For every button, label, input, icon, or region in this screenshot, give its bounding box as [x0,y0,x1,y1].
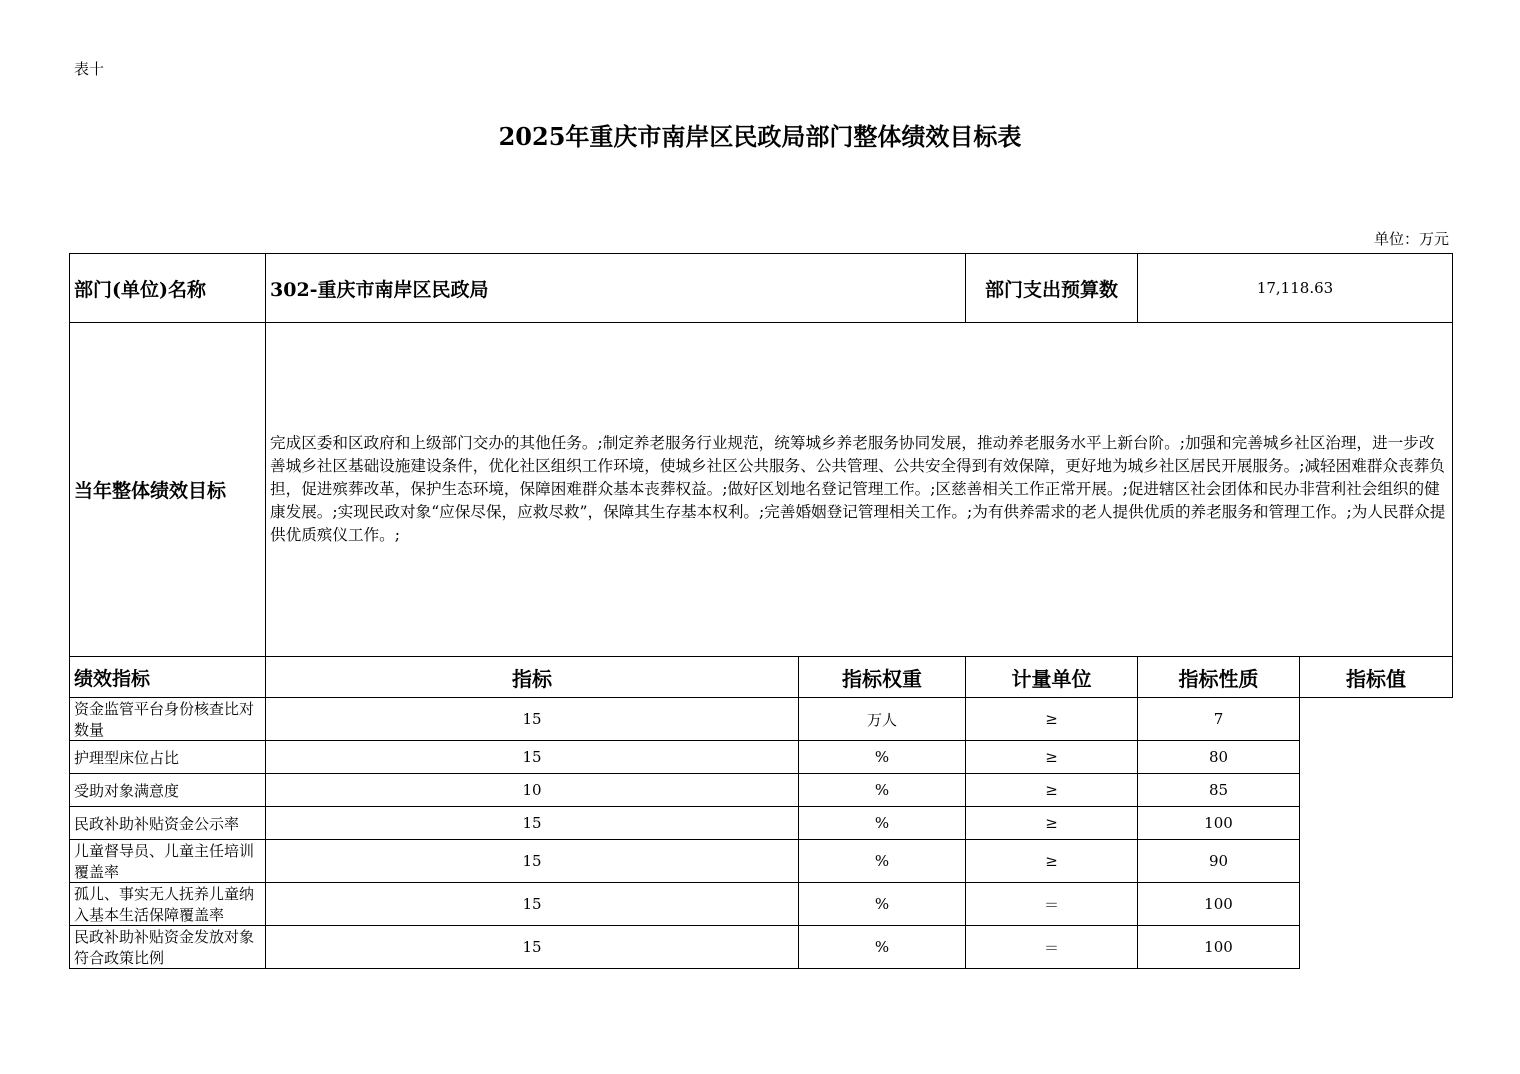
table-row [70,807,1453,840]
cell-indicator: 民政补助补贴资金公示率 [70,807,266,840]
cell-nature: ≥ [966,840,1138,883]
table-row [70,774,1453,807]
cell-nature: ≥ [966,698,1138,741]
cell-value: 80 [1138,741,1300,774]
cell-value: 100 [1138,926,1300,969]
cell-nature: ≥ [966,807,1138,840]
budget-label: 部门支出预算数 [966,254,1138,323]
cell-weight: 10 [266,774,799,807]
cell-value: 90 [1138,840,1300,883]
header-unit: 计量单位 [966,657,1138,698]
table-row [70,698,1453,741]
cell-indicator: 护理型床位占比 [70,741,266,774]
goal-text: 完成区委和区政府和上级部门交办的其他任务。;制定养老服务行业规范，统筹城乡养老服务协同发展，推动养老服务水平上新台阶。;加强和完善城乡社区治理，进一步改善城乡社区基础设施建设条件，优化社区组织工作环境，使城乡社区公共服务、公共管理、公共安全得到有效保障，更好地为城乡社区居民开展服务。;减轻困难群众丧葬负担，促进殡葬改革，保护生态环境，保障困难群众基本丧葬权益。;做好区划地名登记管理工作。;区慈善相关工作正常开展。;促进辖区社会团体和民办非营利社会组织的健康发展。;实现民政对象“应保尽保，应救尽救”，保障其生存基本权利。;完善婚姻登记管理相关工作。;为有供养需求的老人提供优质的养老服务和管理工作。;为人民群众提供优质殡仪工作。; [266,323,1453,657]
metrics-label: 绩效指标 [70,657,266,698]
table-row [70,741,1453,774]
cell-indicator: 儿童督导员、儿童主任培训覆盖率 [70,840,266,883]
cell-weight: 15 [266,883,799,926]
cell-indicator: 资金监管平台身份核查比对数量 [70,698,266,741]
cell-value: 100 [1138,883,1300,926]
cell-nature: ≥ [966,741,1138,774]
cell-nature: ≥ [966,774,1138,807]
table-number: 表十 [74,60,105,78]
cell-unit: % [799,883,966,926]
header-value: 指标值 [1300,657,1453,698]
cell-indicator: 民政补助补贴资金发放对象符合政策比例 [70,926,266,969]
page-title: 2025年重庆市南岸区民政局部门整体绩效目标表 [498,122,1022,151]
table-row [70,926,1453,969]
cell-unit: % [799,741,966,774]
table-row [70,840,1453,883]
cell-unit: % [799,774,966,807]
cell-indicator: 受助对象满意度 [70,774,266,807]
cell-unit: 万人 [799,698,966,741]
dept-name: 302-重庆市南岸区民政局 [266,254,966,323]
header-indicator: 指标 [266,657,799,698]
cell-weight: 15 [266,807,799,840]
cell-nature: ＝ [966,926,1138,969]
cell-value: 100 [1138,807,1300,840]
cell-weight: 15 [266,741,799,774]
table-row [70,883,1453,926]
cell-weight: 15 [266,840,799,883]
cell-unit: % [799,840,966,883]
cell-weight: 15 [266,926,799,969]
budget-value: 17,118.63 [1138,254,1453,323]
cell-value: 85 [1138,774,1300,807]
performance-table [69,253,1453,969]
unit-label: 单位：万元 [1373,230,1449,248]
goal-label: 当年整体绩效目标 [70,323,266,657]
cell-unit: % [799,807,966,840]
dept-label: 部门(单位)名称 [70,254,266,323]
cell-value: 7 [1138,698,1300,741]
header-weight: 指标权重 [799,657,966,698]
cell-weight: 15 [266,698,799,741]
header-nature: 指标性质 [1138,657,1300,698]
cell-unit: % [799,926,966,969]
cell-indicator: 孤儿、事实无人抚养儿童纳入基本生活保障覆盖率 [70,883,266,926]
cell-nature: ＝ [966,883,1138,926]
